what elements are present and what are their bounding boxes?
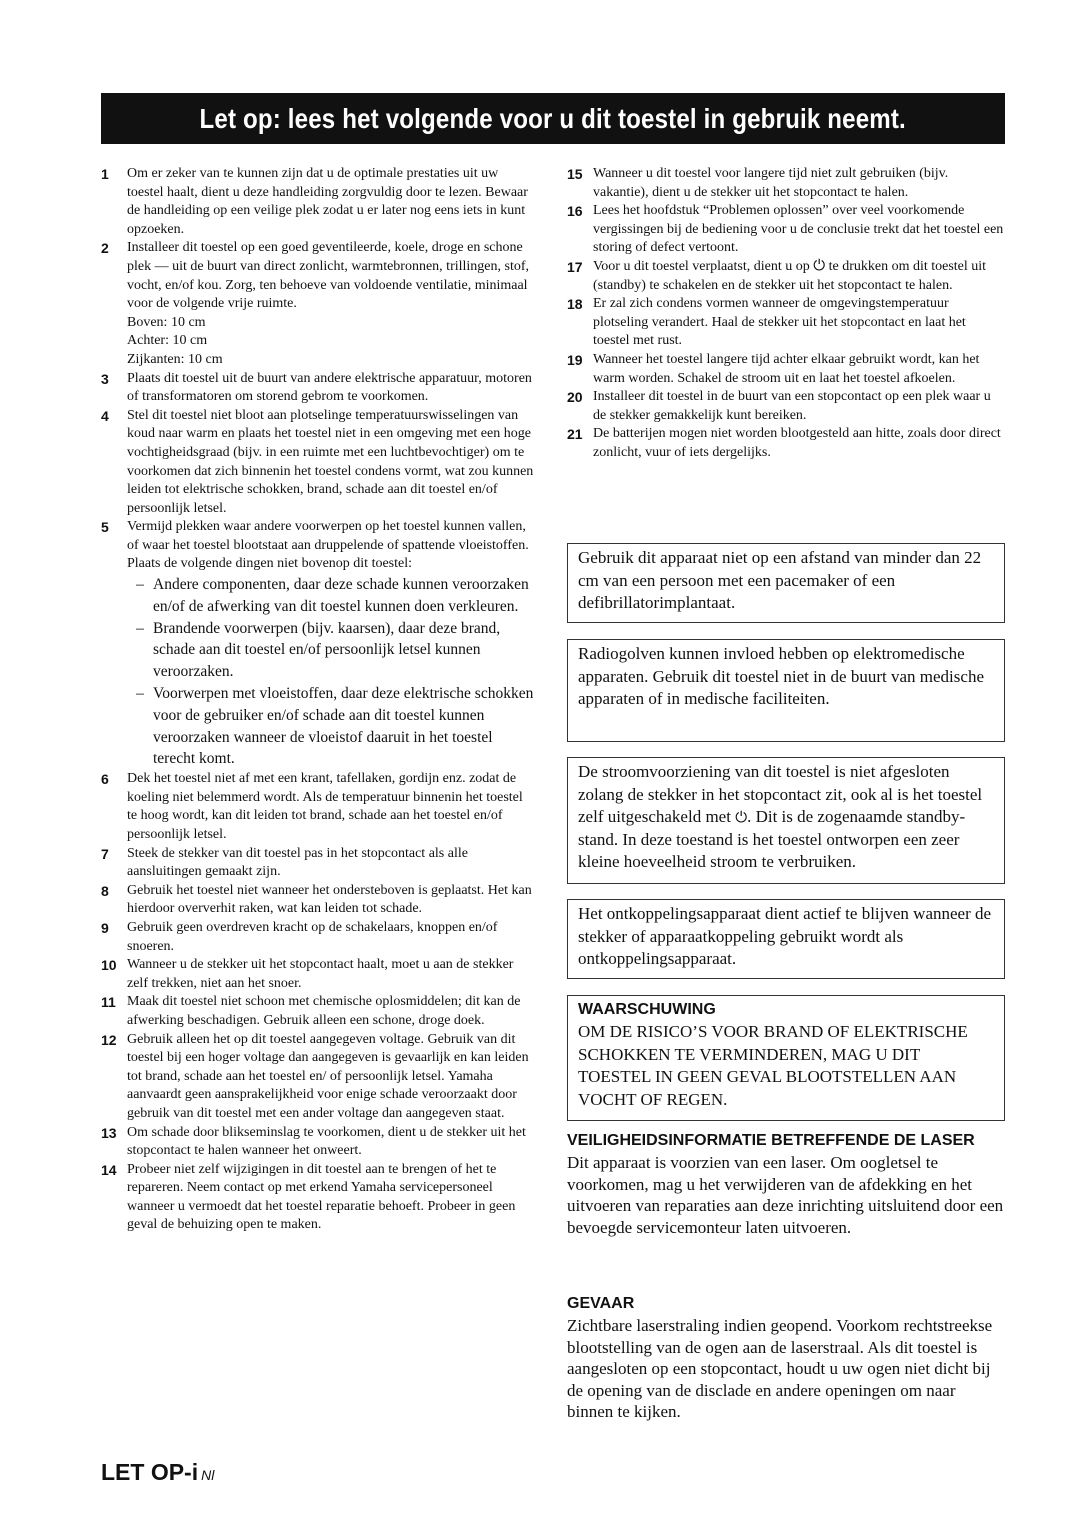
power-icon: ⏻ <box>813 255 826 274</box>
list-item: 13 Om schade door blikseminslag te voorkomen, dient u de stekker uit het stopcontact te halen wanneer het onweert. <box>101 1124 526 1159</box>
danger-section <box>567 1293 1005 1423</box>
laser-text: Dit apparaat is voorzien van een laser. Om oogletsel te voorkomen, mag u het verwijderen van de afdekking en het uitvoeren van reparaties aan deze inrichting uitsluitend door een bevoegde servicemonteur laten uitvoeren. <box>567 1153 1004 1237</box>
list-item: 12 Gebruik alleen het op dit toestel aangegeven voltage. Gebruik van dit toestel bij een hoger voltage dan aangegeven is gevaarlijk en kan leiden tot brand, schade aan het toestel en/ of persoonlijk letsel. Yamaha aanvaardt geen aansprakelijkheid voor enige schade veroorzaakt door gebruik van dit toestel met een ander voltage dan aangegeven staat. <box>101 1031 529 1121</box>
clearance-sides: Zijkanten: 10 cm <box>127 351 223 367</box>
list-item: 6 Dek het toestel niet af met een krant, tafellaken, gordijn enz. zodat de koeling niet belemmerd wordt. Als de temperatuur binnenin het toestel te hoog wordt, kan dit leiden tot brand, schade aan het toestel en/of persoonlijk letsel. <box>101 771 523 843</box>
list-item: 1 Om er zeker van te kunnen zijn dat u de optimale prestaties uit uw toestel haalt, dient u deze handleiding zorgvuldig door te lezen. Bewaar de handleiding op een veilige plek zodat u er later nog eens iets in kunt opzoeken. <box>101 166 528 237</box>
list-item: 9 Gebruik geen overdreven kracht op de schakelaars, knoppen en/of snoeren. <box>101 919 498 954</box>
list-item: 15 Wanneer u dit toestel voor langere tijd niet zult gebruiken (bijv. vakantie), dient u de stekker uit het stopcontact te halen. <box>567 166 949 200</box>
warning-box <box>567 995 1005 1121</box>
page-label: LET OP-i <box>101 1459 199 1485</box>
list-item: 10 Wanneer u de stekker uit het stopcontact haalt, moet u aan de stekker zelf trekken, niet aan het snoer. <box>101 957 514 991</box>
laser-section <box>567 1130 1005 1238</box>
list-item: 21 De batterijen mogen niet worden blootgesteld aan hitte, zoals door direct zonlicht, vuur of iets dergelijks. <box>567 426 1001 460</box>
page-title: Let op: lees het volgende voor u dit toestel in gebruik neemt. <box>199 102 907 134</box>
list-item: 17 Voor u dit toestel verplaatst, dient u op ⏻ te drukken om dit toestel uit (standby) te schakelen en de stekker uit het stopcontact te halen. <box>567 255 987 293</box>
list-item: 16 Lees het hoofdstuk “Problemen oplossen” over veel voorkomende vergissingen bij de bediening voor u de conclusie trekt dat het toestel een storing of defect vertoont. <box>567 203 1004 256</box>
radio-notice: Radiogolven kunnen invloed hebben op elektromedische apparaten. Gebruik dit toestel niet in de buurt van medische apparaten of in medische faciliteiten. <box>567 639 1005 742</box>
list-item: 18 Er zal zich condens vormen wanneer de omgevingstemperatuur plotseling verandert. Haal de stekker uit het stopcontact en laat het toestel met rust. <box>567 296 966 349</box>
page-title-banner <box>101 93 1005 144</box>
list-item: 19 Wanneer het toestel langere tijd achter elkaar gebruikt wordt, kan het warm worden. Schakel de stroom uit en laat het toestel afkoelen. <box>567 351 980 386</box>
laser-heading: VEILIGHEIDSINFORMATIE BETREFFENDE DE LASER <box>567 1132 975 1149</box>
list-item: 11 Maak dit toestel niet schoon met chemische oplosmiddelen; dit kan de afwerking beschadigen. Gebruik alleen een schone, droge doek. <box>101 994 521 1028</box>
list-item: 7 Steek de stekker van dit toestel pas in het stopcontact als alle aansluitingen gemaakt zijn. <box>101 845 468 880</box>
danger-text: Zichtbare laserstraling indien geopend. Voorkom rechtstreekse blootstelling van de ogen aan de laserstraal. Als dit toestel is aangesloten op een stopcontact, houdt u uw ogen niet dicht bij de opening van de disclade en andere openingen om naar binnen te kijken. <box>567 1316 993 1421</box>
list-item: 8 Gebruik het toestel niet wanneer het ondersteboven is geplaatst. Het kan hierdoor oververhit raken, wat kan leiden tot schade. <box>101 882 532 917</box>
warning-title: WAARSCHUWING <box>578 1001 716 1018</box>
page-footer <box>101 1459 214 1486</box>
power-icon: ⏻ <box>735 808 748 827</box>
dash-item: – Andere componenten, daar deze schade kunnen veroorzaken en/of de afwerking van dit toestel kunnen doen verkleuren. <box>136 576 529 615</box>
dash-item: – Brandende voorwerpen (bijv. kaarsen), daar deze brand, schade aan dit toestel en/of persoonlijk letsel kunnen veroorzaken. <box>136 619 501 681</box>
list-item: 4 Stel dit toestel niet bloot aan plotselinge temperatuurswisselingen van koud naar warm en plaats het toestel niet in een omgeving met een hoge vochtigheidsgraad (bijv. in een ruimte met een luchtbevochtiger) om te voorkomen dat zich binnenin het toestel condens vormt, wat zou kunnen leiden tot elektrische schokken, brand, schade aan dit toestel en/of persoonlijk letsel. <box>101 407 534 516</box>
list-item: 5 Vermijd plekken waar andere voorwerpen op het toestel kunnen vallen, of waar het toestel blootstaat aan druppelende of spattende vloeistoffen. Plaats de volgende dingen niet bovenop dit toestel: – Andere componenten, daar deze schade kunnen veroorzaken en/of de afwerking van dit toestel kunnen doen verkleuren. – Brandende voorwerpen (bijv. kaarsen), daar deze brand, schade aan dit toestel en/of persoonlijk letsel kunnen veroorzaken. – Voorwerpen met vloeistoffen, daar deze elektrische schokken voor de gebruiker en/of schade aan dit toestel kunnen veroorzaken wanneer de vloeistof daaruit in het toestel terecht komt. <box>101 518 535 770</box>
list-item: 2 Installeer dit toestel op een goed geventileerde, koele, droge en schone plek — uit de buurt van direct zonlicht, warmtebronnen, trillingen, stof, vocht, en/of kou. Zorg, ten behoeve van voldoende ventilatie, minimaal voor de volgende vrije ruimte. Boven: 10 cm Achter: 10 cm Zijkanten: 10 cm <box>101 239 535 369</box>
standby-notice: De stroomvoorziening van dit toestel is niet afgesloten zolang de stekker in het stopcontact zit, ook al is het toestel zelf uitgeschakeld met ⏻. Dit is de zogenaamde standby-stand. In deze toestand is het toestel ontworpen een zeer kleine hoeveelheid stroom te verbruiken. <box>567 757 1005 884</box>
left-column <box>101 165 535 1235</box>
disconnect-notice: Het ontkoppelingsapparaat dient actief te blijven wanneer de stekker of apparaatkoppeling gebruikt wordt als ontkoppelingsapparaat. <box>567 899 1005 979</box>
list-item: 14 Probeer niet zelf wijzigingen in dit toestel aan te brengen of het te repareren. Neem contact op met erkend Yamaha servicepersoneel wanneer u vermoedt dat het toestel reparatie behoeft. Probeer in geen geval de behuizing open te maken. <box>101 1161 516 1233</box>
list-item: 3 Plaats dit toestel uit de buurt van andere elektrische apparatuur, motoren of transformatoren om storend gebrom te voorkomen. <box>101 370 532 405</box>
clearance-back: Achter: 10 cm <box>127 333 208 349</box>
warning-text: OM DE RISICO’S VOOR BRAND OF ELEKTRISCHE SCHOKKEN TE VERMINDEREN, MAG U DIT TOESTEL IN GEEN GEVAL BLOOTSTELLEN AAN VOCHT OF REGEN. <box>578 1022 968 1109</box>
dash-item: – Voorwerpen met vloeistoffen, daar deze elektrische schokken voor de gebruiker en/of schade aan dit toestel kunnen veroorzaken wanneer de vloeistof daaruit in het toestel terecht komt. <box>136 685 534 768</box>
right-column <box>567 165 1005 463</box>
language-code: Nl <box>201 1467 215 1483</box>
list-item: 20 Installeer dit toestel in de buurt van een stopcontact op een plek waar u de stekker gemakkelijk kunt bereiken. <box>567 389 991 423</box>
pacemaker-notice: Gebruik dit apparaat niet op een afstand van minder dan 22 cm van een persoon met een pacemaker of een defibrillatorimplantaat. <box>567 543 1005 623</box>
clearance-top: Boven: 10 cm <box>127 314 206 330</box>
danger-heading: GEVAAR <box>567 1295 635 1312</box>
